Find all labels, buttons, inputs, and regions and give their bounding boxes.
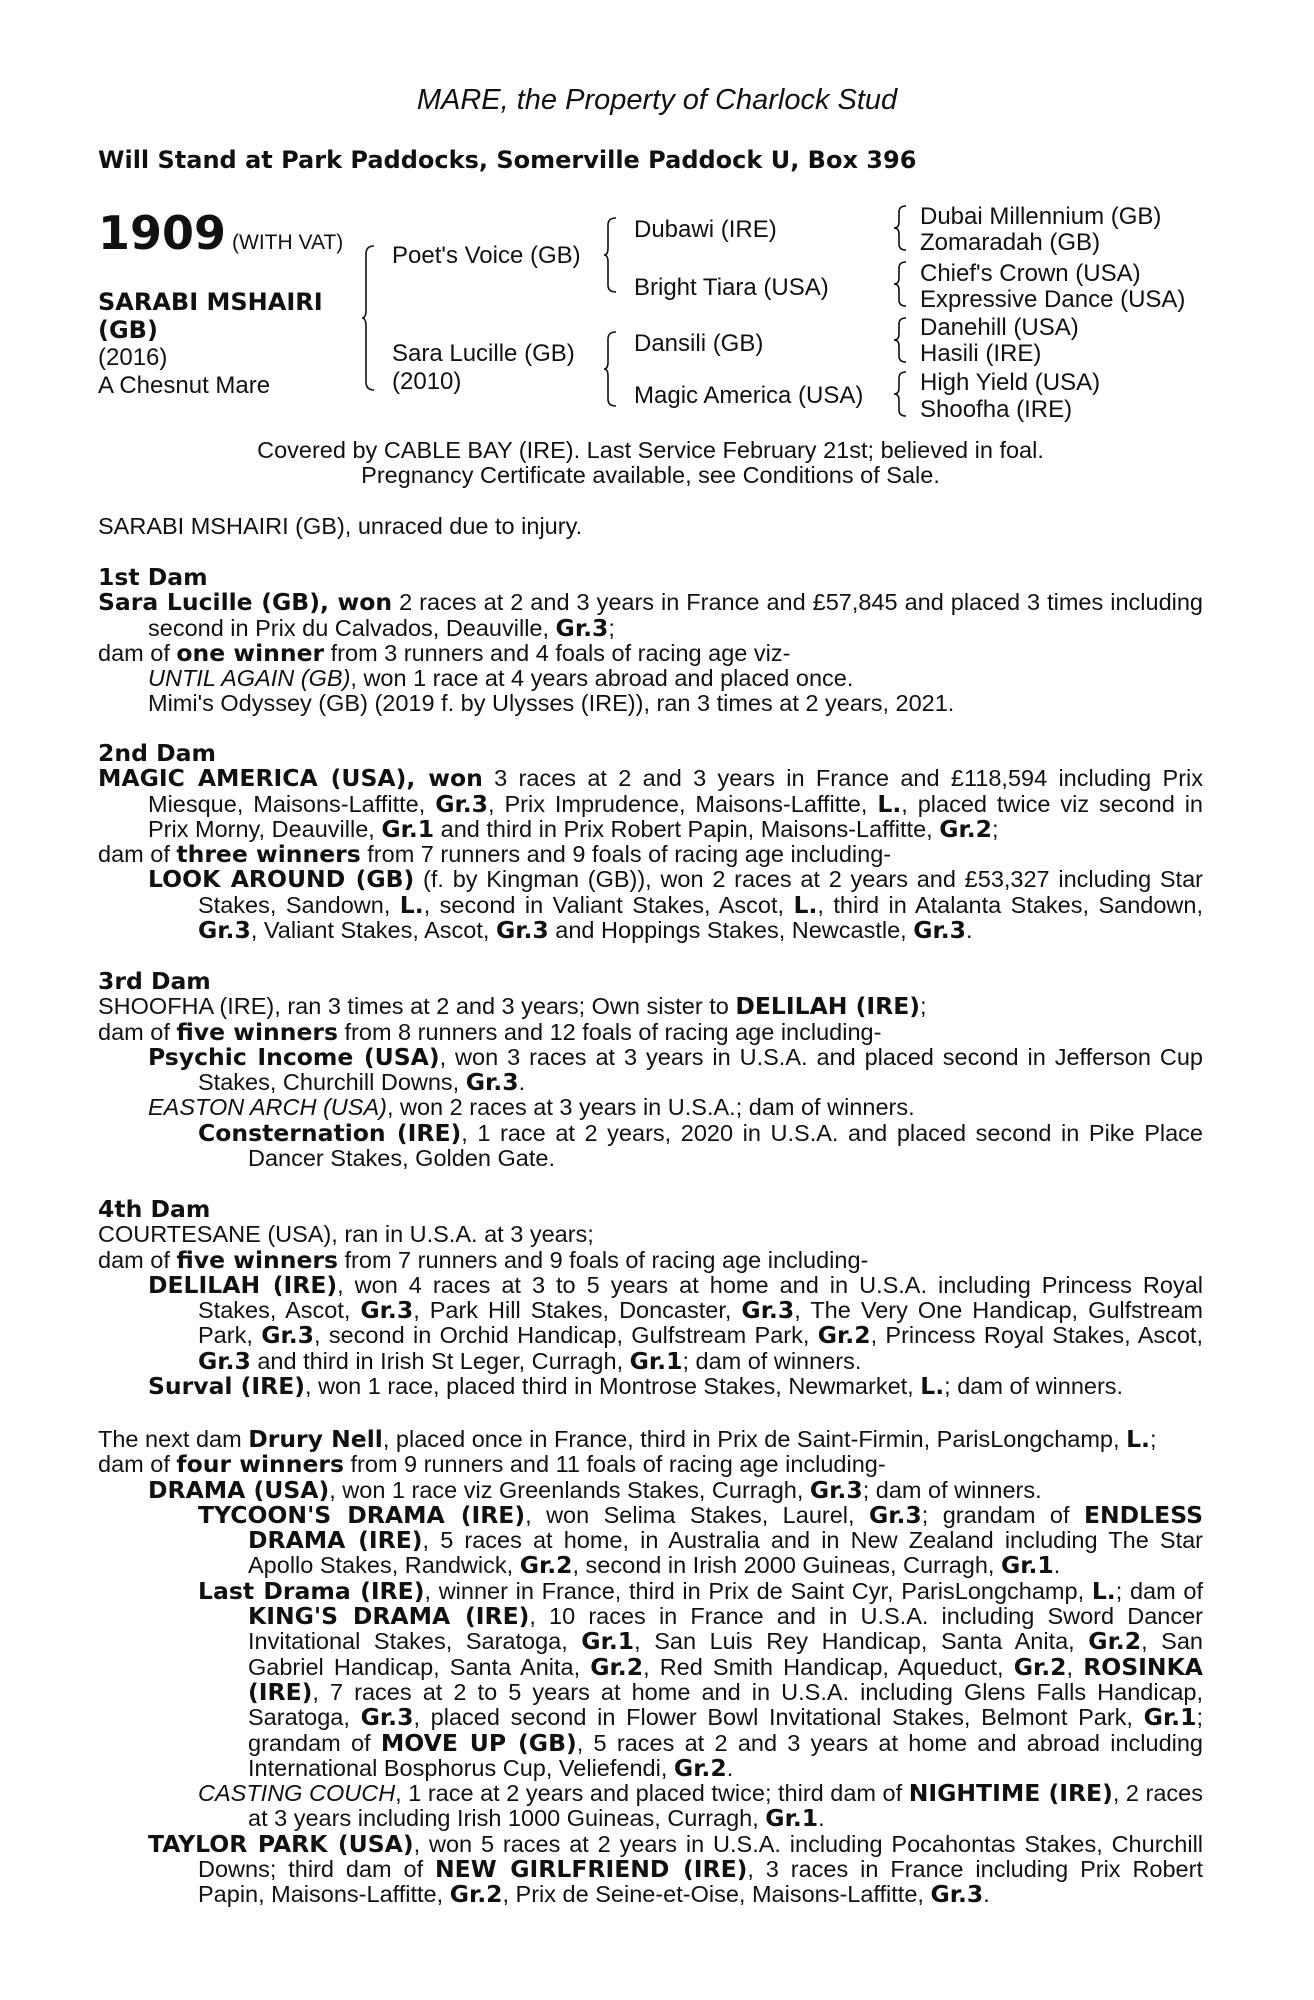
- pedigree-brace-main: [362, 244, 376, 392]
- produce-text: , won 3 races at 3 years in U.S.A. and placed second in Jefferson Cup Stakes, Churchill Downs,: [198, 1043, 1203, 1096]
- second-dam-produce: [98, 842, 1203, 867]
- produce-text: ,: [1066, 1653, 1084, 1680]
- grade: Gr.2: [673, 1753, 727, 1782]
- produce-item: [98, 1270, 1204, 1375]
- grade: Gr.3: [198, 916, 251, 945]
- dam-of-text: from 7 runners and 9 foals of racing age including-: [337, 1246, 869, 1273]
- vat-note: (WITH VAT): [232, 231, 344, 254]
- produce-item: [98, 867, 1203, 943]
- dam-of-text: dam of: [98, 1246, 177, 1273]
- pedigree-sire-sire: Dubawi (IRE): [634, 216, 777, 243]
- produce-text: , second in Orchid Handicap, Gulfstream Park,: [314, 1322, 818, 1349]
- record-text: SHOOFHA (IRE), ran 3 times at 2 and 3 years; Own sister to: [98, 993, 736, 1020]
- produce-text: (f. by Kingman (GB)), won 2 races at 2 years and £53,327 including Star Stakes, Sandown,: [198, 866, 1203, 918]
- produce-text: , 1 race at 2 years, 2020 in U.S.A. and placed second in Pike Place Dancer Stakes, Golden Gate.: [248, 1119, 1203, 1172]
- produce-text: , won 1 race viz Greenlands Stakes, Curragh,: [329, 1476, 810, 1503]
- produce-text: .: [818, 1805, 825, 1832]
- record-text: The next dam: [98, 1426, 249, 1452]
- produce-text: , won 1 race at 4 years abroad and placed once.: [350, 665, 854, 692]
- produce-text: , Park Hill Stakes, Doncaster,: [413, 1297, 742, 1324]
- lot-block: [98, 206, 343, 260]
- grade: Gr.3: [741, 1296, 795, 1325]
- next-dam-section: [98, 1427, 1203, 1908]
- grade: Gr.3: [495, 916, 549, 945]
- dam-of-winners: three winners: [176, 840, 361, 869]
- produce-item: [98, 1374, 1203, 1399]
- covered-line-2: Pregnancy Certificate available, see Conditions of Sale.: [361, 462, 940, 489]
- descendant-name: NEW GIRLFRIEND (IRE): [435, 1855, 748, 1884]
- produce-text: , Prix de Seine-et-Oise, Maisons-Laffitte,: [502, 1881, 931, 1908]
- descendant-name: MOVE UP (GB): [380, 1728, 577, 1757]
- sister-name: DELILAH (IRE): [735, 992, 920, 1021]
- dam-of-text: from 9 runners and 11 foals of racing age including-: [344, 1451, 886, 1478]
- first-dam-section: [98, 565, 1203, 717]
- pedigree-sire-dam: Bright Tiara (USA): [634, 274, 829, 301]
- grade: Gr.2: [590, 1652, 644, 1681]
- produce-text: ; dam of winners.: [862, 1476, 1042, 1503]
- record-text: and third in Prix Robert Papin, Maisons-Laffitte,: [434, 815, 940, 842]
- produce-text: , second in Valiant Stakes, Ascot,: [423, 891, 794, 918]
- produce-text: , won 5 races at 2 years in U.S.A. including Pocahontas Stakes, Churchill Downs; third dam of: [198, 1830, 1204, 1883]
- pedigree-brace-g2: [894, 260, 908, 308]
- horse-info: [98, 288, 348, 400]
- grade: Gr.1: [629, 1346, 683, 1375]
- produce-name: Surval (IRE): [148, 1372, 306, 1401]
- pedigree-g2: Zomaradah (GB): [920, 229, 1101, 256]
- produce-name: DELILAH (IRE): [148, 1270, 338, 1299]
- produce-text: ; dam of winners.: [682, 1347, 862, 1374]
- produce-text: ; grandam of: [921, 1501, 1084, 1528]
- unraced-note: [98, 514, 1203, 539]
- pedigree-dam-sire: Dansili (GB): [634, 330, 764, 357]
- grade: Gr.1: [1143, 1703, 1197, 1732]
- produce-text: , won 1 race, placed third in Montrose Stakes, Newmarket,: [305, 1373, 921, 1400]
- produce-item: [98, 1042, 1203, 1097]
- produce-text: , 7 races at 2 to 5 years at home and in U.S.A. including Glens Falls Handicap, Saratoga,: [248, 1678, 1203, 1731]
- listed: L.: [920, 1372, 945, 1401]
- produce-text: .: [518, 1069, 526, 1096]
- dam-of-text: from 7 runners and 9 foals of racing age including-: [360, 841, 892, 868]
- grade: Gr.2: [1088, 1627, 1142, 1656]
- grade: Gr.3: [809, 1475, 863, 1504]
- dam-of-text: from 8 runners and 12 foals of racing age including-: [337, 1018, 882, 1045]
- fourth-dam-section: [98, 1197, 1203, 1399]
- unraced-line: SARABI MSHAIRI (GB), unraced due to injury.: [98, 513, 583, 539]
- descendant-name: ROSINKA (IRE): [248, 1652, 1203, 1706]
- dam-of-winners: five winners: [176, 1245, 338, 1274]
- grade: Gr.1: [1000, 1551, 1054, 1580]
- first-dam-name: Sara Lucille (GB): [98, 588, 320, 617]
- covered-line-1: Covered by CABLE BAY (IRE). Last Service February 21st; believed in foal.: [257, 437, 1044, 463]
- first-dam-produce: [98, 638, 1203, 667]
- grade: Gr.3: [913, 916, 967, 945]
- pedigree-g7: High Yield (USA): [920, 369, 1101, 396]
- grade: Gr.3: [360, 1296, 414, 1325]
- produce-text: and third in Irish St Leger, Curragh,: [250, 1347, 630, 1374]
- pedigree-g4: Expressive Dance (USA): [920, 286, 1186, 313]
- produce-item: [98, 1475, 1203, 1504]
- produce-item: [98, 1829, 1204, 1909]
- produce-name: DRAMA (USA): [148, 1475, 330, 1504]
- stand-location: Will Stand at Park Paddocks, Somerville Paddock U, Box 396: [98, 146, 917, 174]
- second-dam-won: won: [428, 764, 483, 793]
- pedigree-brace-g1: [894, 204, 908, 252]
- produce-text: , Red Smith Handicap, Aqueduct,: [643, 1653, 1014, 1680]
- produce-text: , 5 races at home, in Australia and in New Zealand including The Star Apollo Stakes, Randwick,: [248, 1527, 1204, 1579]
- descendant-name: NIGHTIME (IRE): [908, 1779, 1113, 1808]
- produce-text: ; grandam of: [248, 1704, 1203, 1756]
- descendant-name: KING'S DRAMA (IRE): [248, 1602, 530, 1631]
- page-title: MARE, the Property of Charlock Stud: [416, 84, 898, 116]
- dam-of-winners: one winner: [176, 638, 325, 667]
- grade: Gr.3: [261, 1321, 314, 1350]
- first-dam-text: 2 races at 2 and 3 years in France and £57,845 and placed 3 times including second in Prix du Calvados, Deauville,: [148, 589, 1204, 641]
- grade: Gr.2: [817, 1321, 871, 1350]
- third-dam-heading: 3rd Dam: [98, 967, 211, 995]
- produce-text: .: [1053, 1552, 1061, 1579]
- record-text: 3 races at 2 and 3 years in France and £118,594 including Prix Miesque, Maisons-Laffitte,: [148, 765, 1204, 817]
- produce-text: , San Luis Rey Handicap, Santa Anita,: [634, 1628, 1089, 1655]
- pedigree-brace-g4: [894, 370, 908, 418]
- pedigree-g8: Shoofha (IRE): [920, 396, 1073, 423]
- next-dam-produce: [98, 1452, 1203, 1477]
- pedigree-g1: Dubai Millennium (GB): [920, 203, 1162, 230]
- produce-text: , The Very One Handicap, Gulfstream Park,: [198, 1297, 1204, 1349]
- produce-item: [98, 1781, 1203, 1832]
- pedigree-sire: Poet's Voice (GB): [392, 242, 581, 269]
- produce-text: , placed second in Flower Bowl Invitational Stakes, Belmont Park,: [413, 1704, 1144, 1731]
- grade: Gr.3: [198, 1346, 251, 1375]
- record-text: ;: [1149, 1426, 1157, 1452]
- listed: L.: [399, 890, 424, 919]
- next-dam-record: [98, 1427, 1203, 1452]
- first-dam-won: won: [337, 588, 393, 617]
- next-dam-name: Drury Nell: [248, 1425, 383, 1453]
- produce-item: [98, 1500, 1204, 1580]
- produce-text: , second in Irish 2000 Guineas, Curragh,: [572, 1552, 1001, 1579]
- dam-of-text: dam of: [98, 841, 177, 868]
- grade: Gr.2: [939, 814, 993, 843]
- produce-text: .: [966, 917, 973, 944]
- produce-name: CASTING COUCH: [198, 1780, 396, 1807]
- pedigree-dam-dam: Magic America (USA): [634, 382, 864, 409]
- second-dam-record: MAGIC AMERICA (USA), won 3 races at 2 and 3 years in France and £118,594 including Prix Miesque, Maisons-Laffitte, Gr.3, Prix Imprudence, Maisons-Laffitte, L., placed twice viz second in Prix Morny, Deauville, Gr.1 and third in Prix Robert Papin, Maisons-Laffitte, Gr.2;: [98, 764, 1204, 843]
- produce-text: , 5 races at 2 and 3 years at home and abroad including International Bosphorus Cup, Veliefendi,: [248, 1729, 1203, 1781]
- produce-text: , winner in France, third in Prix de Saint Cyr, ParisLongchamp,: [424, 1577, 1092, 1604]
- dam-of-winners: five winners: [176, 1017, 338, 1046]
- record-text: , placed twice viz second in Prix Morny, Deauville,: [148, 790, 1203, 842]
- listed: L.: [793, 890, 818, 919]
- fourth-dam-record: COURTESANE (USA), ran in U.S.A. at 3 years;: [98, 1221, 594, 1248]
- grade: Gr.2: [449, 1880, 503, 1909]
- dam-of-text: from 3 runners and 4 foals of racing age viz-: [324, 639, 791, 666]
- first-dam-text: ;: [608, 614, 615, 641]
- horse-description: A Chesnut Mare: [98, 372, 271, 399]
- produce-name: UNTIL AGAIN (GB): [148, 665, 351, 692]
- listed: L.: [1091, 1576, 1116, 1605]
- produce-text: .: [983, 1881, 990, 1908]
- produce-name: TAYLOR PARK (USA): [148, 1829, 414, 1858]
- covered-note: [98, 438, 1203, 489]
- produce-item: [98, 1576, 1203, 1782]
- first-dam-heading: 1st Dam: [98, 563, 208, 591]
- grade: Gr.3: [465, 1068, 519, 1097]
- first-dam-record: Sara Lucille (GB), won 2 races at 2 and 3 years in France and £57,845 and placed 3 times including second in Prix du Calvados, Deauville, Gr.3;: [98, 588, 1204, 642]
- produce-text: , Valiant Stakes, Ascot,: [250, 917, 496, 944]
- produce-text: , won 2 races at 3 years in U.S.A.; dam of winners.: [386, 1094, 915, 1121]
- pedigree-dam: Sara Lucille (GB): [392, 340, 575, 367]
- record-text: , placed once in France, third in Prix de Saint-Firmin, ParisLongchamp,: [382, 1426, 1127, 1452]
- produce-text: , 1 race at 2 years and placed twice; third dam of: [395, 1780, 909, 1807]
- fourth-dam-heading: 4th Dam: [98, 1195, 211, 1223]
- produce-text: ; dam of: [1115, 1577, 1203, 1604]
- second-dam-section: [98, 741, 1203, 943]
- horse-year: (2016): [98, 344, 168, 371]
- third-dam-produce: [98, 1017, 1203, 1046]
- produce-name: LOOK AROUND (GB): [148, 865, 415, 894]
- produce-text: , 3 races in France including Prix Robert Papin, Maisons-Laffitte,: [198, 1856, 1203, 1908]
- produce-item: [98, 1118, 1203, 1172]
- grade: Gr.1: [581, 1627, 635, 1656]
- produce-text: and Hoppings Stakes, Newcastle,: [548, 917, 914, 944]
- produce-text: .: [726, 1754, 734, 1781]
- produce-name: Consternation (IRE): [198, 1118, 462, 1147]
- second-dam-name: MAGIC AMERICA (USA): [98, 764, 407, 793]
- produce-text: , 10 races in France and in U.S.A. including Sword Dancer Invitational Stakes, Saratoga,: [248, 1603, 1203, 1655]
- horse-origin: (GB): [98, 316, 158, 344]
- grade: Gr.1: [381, 814, 435, 843]
- produce-item: Mimi's Odyssey (GB) (2019 f. by Ulysses (IRE)), ran 3 times at 2 years, 2021.: [148, 690, 955, 717]
- grade: Gr.2: [519, 1551, 573, 1580]
- produce-item: [98, 1095, 1203, 1120]
- dam-of-text: dam of: [98, 1018, 177, 1045]
- pedigree-dam-year: (2010): [392, 368, 462, 395]
- pedigree-g6: Hasili (IRE): [920, 340, 1042, 367]
- pedigree-g5: Danehill (USA): [920, 314, 1079, 341]
- grade: Gr.1: [765, 1804, 819, 1833]
- third-dam-section: [98, 969, 1203, 1171]
- descendant-name: ENDLESS DRAMA (IRE): [248, 1500, 1204, 1555]
- produce-name: Last Drama (IRE): [198, 1576, 425, 1605]
- pedigree-brace-g3: [894, 316, 908, 364]
- fourth-dam-produce: [98, 1245, 1203, 1274]
- produce-text: , won 4 races at 3 to 5 years at home and in U.S.A. including Princess Royal Stakes, Ascot,: [198, 1271, 1203, 1324]
- dam-of-text: dam of: [98, 1451, 177, 1478]
- pedigree-brace-dam: [604, 330, 618, 408]
- grade: Gr.2: [1013, 1652, 1067, 1681]
- produce-name: Psychic Income (USA): [148, 1042, 440, 1071]
- produce-text: , 2 races at 3 years including Irish 1000 Guineas, Curragh,: [248, 1780, 1203, 1832]
- dam-of-winners: four winners: [176, 1450, 344, 1479]
- pedigree-g3: Chief's Crown (USA): [920, 260, 1141, 287]
- produce-name: TYCOON'S DRAMA (IRE): [198, 1500, 526, 1529]
- grade: Gr.3: [435, 789, 489, 818]
- produce-item: [98, 666, 1203, 691]
- produce-text: , third in Atalanta Stakes, Sandown,: [817, 891, 1203, 918]
- produce-name: EASTON ARCH (USA): [148, 1094, 387, 1121]
- first-dam-grade: Gr.3: [555, 613, 609, 642]
- produce-text: , won Selima Stakes, Laurel,: [525, 1501, 869, 1528]
- horse-name: SARABI MSHAIRI: [98, 288, 323, 316]
- produce-text: , Princess Royal Stakes, Ascot,: [870, 1322, 1203, 1349]
- grade: Gr.3: [868, 1500, 922, 1529]
- listed: L.: [877, 789, 902, 818]
- third-dam-record: [98, 994, 1203, 1019]
- listed: L.: [1126, 1425, 1150, 1453]
- lot-number: 1909: [98, 206, 227, 260]
- record-text: ;: [992, 815, 999, 842]
- grade: Gr.3: [930, 1880, 984, 1909]
- dam-of-text: dam of: [98, 639, 177, 666]
- produce-text: ; dam of winners.: [944, 1373, 1124, 1400]
- grade: Gr.3: [360, 1703, 414, 1732]
- pedigree-brace-sire: [604, 216, 618, 294]
- record-text: , Prix Imprudence, Maisons-Laffitte,: [488, 790, 878, 817]
- record-text: ;: [920, 993, 927, 1020]
- second-dam-heading: 2nd Dam: [98, 739, 216, 767]
- produce-text: , San Gabriel Handicap, Santa Anita,: [248, 1628, 1203, 1680]
